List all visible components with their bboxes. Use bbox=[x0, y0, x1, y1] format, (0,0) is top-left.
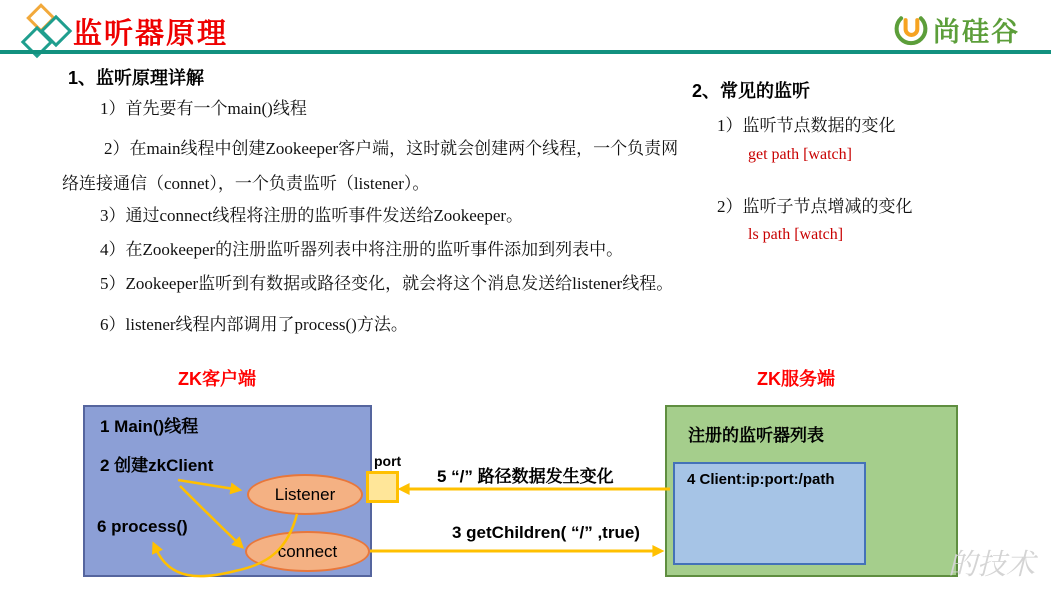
client-process-label: 6 process() bbox=[97, 517, 188, 536]
port-label: port bbox=[374, 453, 402, 469]
command-text: ls path [watch] bbox=[748, 226, 844, 243]
arrow-3-label: 3 getChildren( “/” ,true) bbox=[452, 523, 640, 542]
section-2-heading: 2、常见的监听 bbox=[692, 81, 811, 101]
watcher-list-entry: 4 Client:ip:port:/path bbox=[687, 471, 835, 488]
list-item: 1）首先要有一个main()线程 bbox=[100, 99, 307, 118]
section-1-heading: 1、监听原理详解 bbox=[68, 68, 205, 88]
command-text: get path [watch] bbox=[748, 146, 852, 163]
diamonds-logo-icon bbox=[10, 2, 72, 56]
client-create-zkclient-label: 2 创建zkClient bbox=[100, 456, 214, 475]
port-square bbox=[366, 471, 399, 503]
connect-node-label: connect bbox=[277, 541, 338, 561]
list-item: 4）在Zookeeper的注册监听器列表中将注册的监听事件添加到列表中。 bbox=[100, 240, 624, 259]
list-item: 3）通过connect线程将注册的监听事件发送给Zookeeper。 bbox=[100, 206, 524, 225]
brand-name: 尚硅谷 bbox=[933, 17, 1020, 47]
connect-node bbox=[245, 531, 370, 572]
list-item: 2）在main线程中创建Zookeeper客户端，这时就会创建两个线程，一个负责网络连接通信（connet），一个负责监听（listener）。 bbox=[62, 139, 679, 193]
list-item: 1）监听节点数据的变化 bbox=[717, 116, 896, 135]
listener-node-label: Listener bbox=[274, 484, 336, 504]
client-main-thread-label: 1 Main()线程 bbox=[100, 417, 199, 436]
list-item: 2）监听子节点增减的变化 bbox=[717, 197, 913, 216]
brand-logo bbox=[893, 10, 1020, 49]
zk-server-label: ZK服务端 bbox=[757, 369, 835, 389]
listener-node bbox=[247, 474, 363, 515]
brand-u-icon bbox=[893, 12, 929, 48]
watcher-list-title: 注册的监听器列表 bbox=[688, 426, 824, 445]
zk-client-label: ZK客户端 bbox=[178, 369, 256, 389]
list-item: 5）Zookeeper监听到有数据或路径变化，就会将这个消息发送给listener线程。 bbox=[100, 274, 674, 293]
list-item: 6）listener线程内部调用了process()方法。 bbox=[100, 315, 408, 334]
header-divider bbox=[0, 50, 1051, 54]
page-title: 监听器原理 bbox=[73, 18, 229, 50]
arrow-5-label: 5 “/” 路径数据发生变化 bbox=[437, 467, 614, 486]
watermark-text: 的技术 bbox=[948, 549, 1036, 581]
